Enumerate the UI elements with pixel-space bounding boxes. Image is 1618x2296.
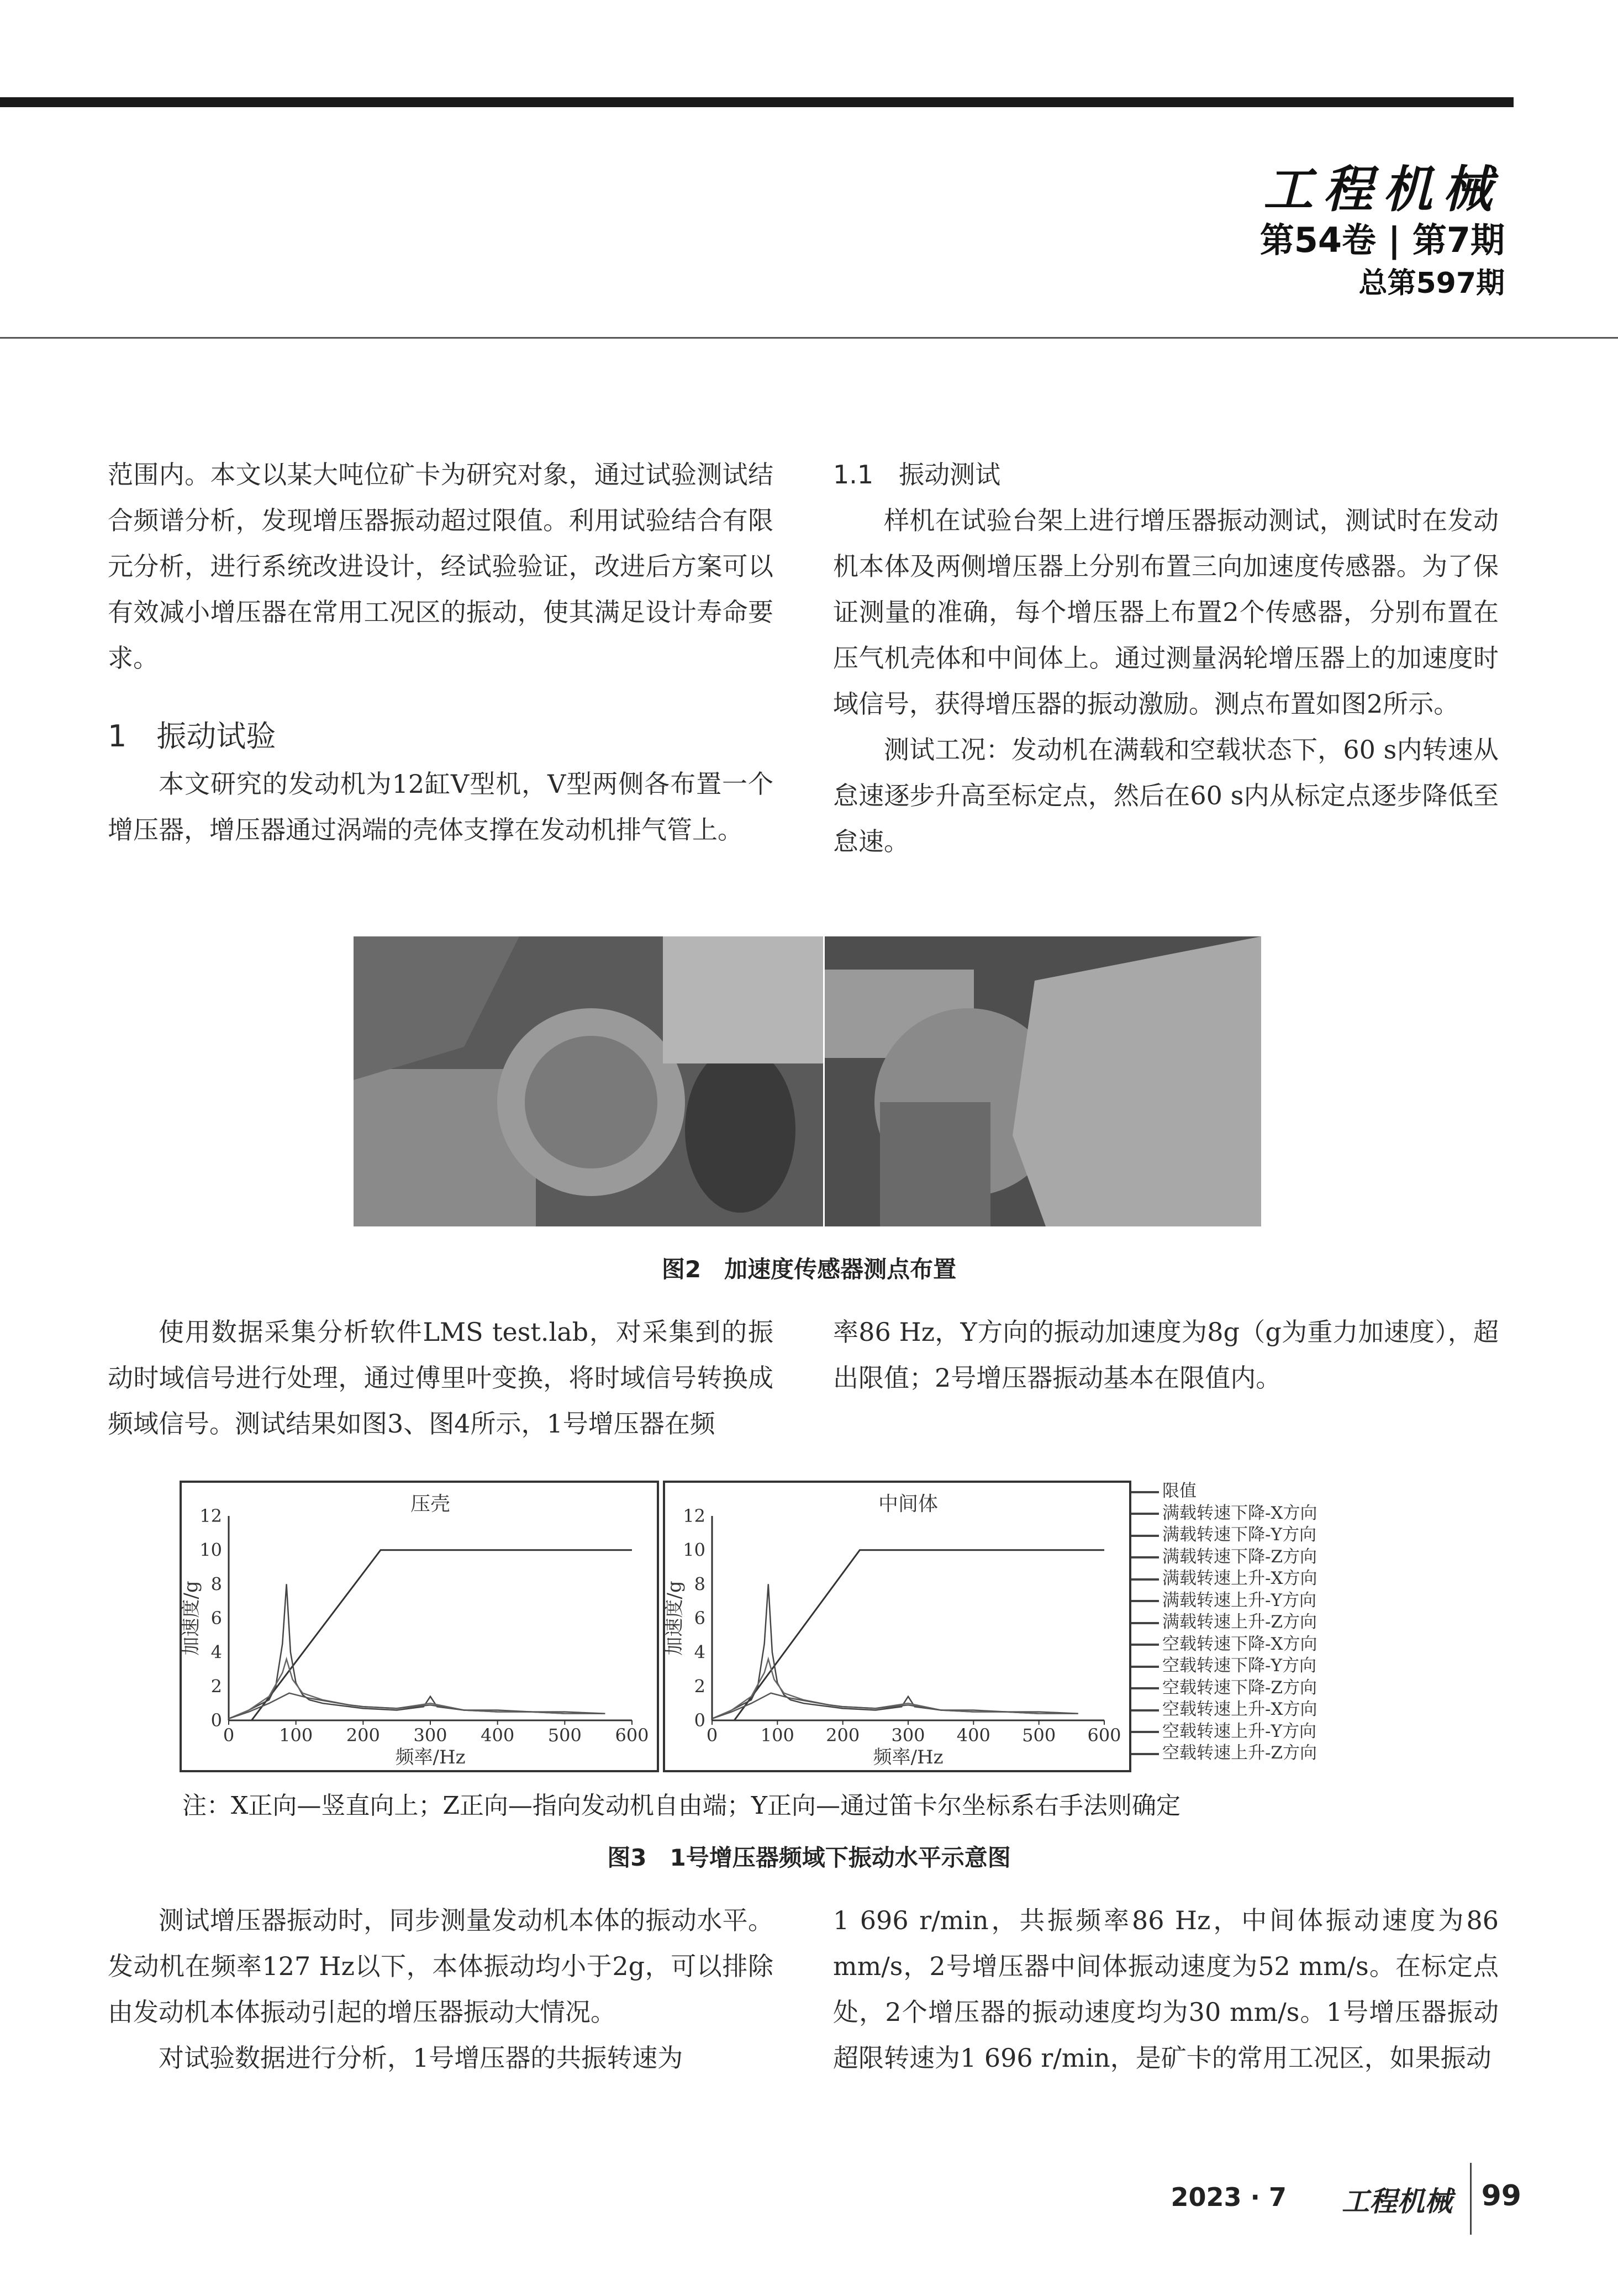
left-column-top: [108, 452, 773, 853]
series-line: [229, 1659, 605, 1719]
legend-label: 满载转速下降-X方向: [1162, 1503, 1317, 1523]
right-column-top: [833, 452, 1499, 865]
x-tick-label: 400: [956, 1725, 990, 1746]
paragraph-analysis: 对试验数据进行分析，1号增压器的共振转速为: [159, 2043, 683, 2073]
y-tick-label: 2: [210, 1676, 222, 1697]
legend-label: 满载转速上升-Y方向: [1162, 1590, 1316, 1610]
series-line: [712, 1659, 1078, 1719]
legend-item: [1131, 1721, 1317, 1743]
photo-housing-sensor: [825, 936, 1261, 1226]
series-line: [712, 1584, 1078, 1719]
paragraph-test: 样机在试验台架上进行增压器振动测试，测试时在发动机本体及两侧增压器上分别布置三向加速度传感器。为了保证测量的准确，每个增压器上布置2个传感器，分别布置在压气机壳体和中间体上。通过测量涡轮增压器上的加速度时域信号，获得增压器的振动激励。测点布置如图2所示。: [833, 505, 1499, 719]
legend-swatch: [1131, 1556, 1159, 1558]
legend-item: [1131, 1677, 1317, 1699]
legend-swatch: [1131, 1622, 1159, 1624]
footer-separator: [1470, 2163, 1472, 2235]
x-axis-label: 频率/Hz: [395, 1746, 466, 1768]
legend-swatch: [1131, 1644, 1159, 1646]
total-issue: 总第597期: [1358, 267, 1505, 300]
legend-label: 空载转速上升-Y方向: [1162, 1721, 1316, 1741]
paragraph-engine: 本文研究的发动机为12缸V型机，V型两侧各布置一个增压器，增压器通过涡端的壳体支撑在发动机排气管上。: [108, 769, 773, 845]
legend-item: [1131, 1481, 1317, 1503]
legend-item: [1131, 1546, 1317, 1568]
legend-label: 空载转速上升-Z方向: [1162, 1743, 1317, 1763]
legend-swatch: [1131, 1600, 1159, 1602]
paragraph-engine-vibration: 测试增压器振动时，同步测量发动机本体的振动水平。发动机在频率127 Hz以下，本体振动均小于2g，可以排除由发动机本体振动引起的增压器振动大情况。: [108, 1905, 773, 2027]
x-tick-label: 200: [346, 1725, 380, 1746]
y-axis-label: 加速度/g: [182, 1581, 202, 1656]
page-number: 99: [1481, 2179, 1521, 2213]
y-tick-label: 4: [210, 1641, 222, 1663]
section-title: 1 振动试验: [108, 719, 276, 754]
legend-swatch: [1131, 1578, 1159, 1581]
left-column-bottom: [108, 1898, 773, 2081]
y-tick-label: 10: [199, 1539, 222, 1561]
y-tick-label: 4: [694, 1641, 705, 1663]
legend-swatch: [1131, 1709, 1159, 1712]
legend-item: [1131, 1634, 1317, 1656]
chart-panel-compressor: [180, 1481, 659, 1772]
y-tick-label: 0: [694, 1710, 705, 1731]
legend-label: 满载转速上升-Z方向: [1162, 1612, 1317, 1632]
x-tick-label: 100: [760, 1725, 794, 1746]
x-tick-label: 500: [1022, 1725, 1056, 1746]
x-tick-label: 300: [891, 1725, 925, 1746]
legend-swatch: [1131, 1491, 1159, 1493]
x-tick-label: 500: [547, 1725, 582, 1746]
figure2-caption: 图2 加速度传感器测点布置: [661, 1256, 957, 1283]
y-axis-label: 加速度/g: [665, 1581, 686, 1656]
chart-legend: [1131, 1481, 1317, 1765]
paragraph-continued: 范围内。本文以某大吨位矿卡为研究对象，通过试验测试结合频谱分析，发现增压器振动超过限值。利用试验结合有限元分析，进行系统改进设计，经试验验证，改进后方案可以有效减小增压器在常用工况区的振动，使其满足设计寿命要求。: [108, 460, 773, 673]
series-line: [229, 1693, 605, 1719]
legend-label: 空载转速上升-X方向: [1162, 1699, 1317, 1719]
legend-item: [1131, 1590, 1317, 1612]
chart-title: 压壳: [410, 1493, 451, 1515]
y-tick-label: 6: [210, 1608, 222, 1629]
figure3-caption: 图3 1号增压器频域下振动水平示意图: [607, 1844, 1011, 1871]
chart-panel-housing: [663, 1481, 1131, 1772]
x-tick-label: 0: [223, 1725, 235, 1746]
chart-housing: [665, 1483, 1129, 1770]
y-tick-label: 2: [694, 1676, 705, 1697]
right-column-middle: [833, 1309, 1499, 1401]
x-tick-label: 0: [706, 1725, 718, 1746]
x-tick-label: 600: [1087, 1725, 1121, 1746]
legend-item: [1131, 1568, 1317, 1590]
right-column-bottom: [833, 1898, 1499, 2081]
volume-issue: 第54卷 | 第7期: [1259, 220, 1505, 260]
legend-item: [1131, 1699, 1317, 1721]
legend-item: [1131, 1742, 1317, 1765]
legend-label: 空载转速下降-Y方向: [1162, 1656, 1316, 1676]
x-tick-label: 400: [481, 1725, 515, 1746]
y-tick-label: 12: [199, 1505, 222, 1526]
legend-swatch: [1131, 1666, 1159, 1668]
y-tick-label: 10: [683, 1539, 705, 1561]
paragraph-result: 率86 Hz，Y方向的振动加速度为8g（g为重力加速度），超出限值；2号增压器振动基本在限值内。: [833, 1317, 1499, 1393]
x-tick-label: 600: [615, 1725, 649, 1746]
legend-label: 满载转速上升-X方向: [1162, 1568, 1317, 1588]
y-tick-label: 8: [210, 1573, 222, 1595]
legend-label: 满载转速下降-Z方向: [1162, 1546, 1317, 1567]
chart-title: 中间体: [878, 1493, 939, 1515]
legend-label: 满载转速下降-Y方向: [1162, 1525, 1316, 1545]
legend-item: [1131, 1503, 1317, 1525]
y-tick-label: 6: [694, 1608, 705, 1629]
paragraph-lms: 使用数据采集分析软件LMS test.lab，对采集到的振动时域信号进行处理，通过傅里叶变换，将时域信号转换成频域信号。测试结果如图3、图4所示，1号增压器在频: [108, 1317, 773, 1439]
footer-date: 2023 · 7: [1171, 2182, 1287, 2212]
paragraph-resonance: 1 696 r/min，共振频率86 Hz，中间体振动速度为86 mm/s，2号增压器中间体振动速度为52 mm/s。在标定点处，2个增压器的振动速度均为30 mm/s。1号增压器振动超限转速为1 696 r/min，是矿卡的常用工况区，如果振动: [833, 1905, 1499, 2073]
x-tick-label: 300: [413, 1725, 447, 1746]
x-tick-label: 100: [279, 1725, 313, 1746]
journal-logo: 工程机械: [1263, 160, 1502, 219]
y-tick-label: 0: [210, 1710, 222, 1731]
legend-item: [1131, 1655, 1317, 1677]
subsection-title: 1.1 振动测试: [833, 460, 1001, 489]
series-line: [712, 1693, 1078, 1719]
photo-compressor-sensor: [354, 936, 823, 1226]
legend-swatch: [1131, 1731, 1159, 1733]
header-rule: [0, 337, 1618, 339]
legend-swatch: [1131, 1513, 1159, 1515]
legend-item: [1131, 1524, 1317, 1546]
footer-journal: 工程机械: [1342, 2185, 1452, 2218]
header-top-rule: [0, 97, 1514, 107]
legend-item: [1131, 1612, 1317, 1634]
paragraph-condition: 测试工况：发动机在满载和空载状态下，60 s内转速从怠速逐步升高至标定点，然后在60 s内从标定点逐步降低至怠速。: [833, 735, 1499, 856]
legend-swatch: [1131, 1753, 1159, 1755]
left-column-middle: [108, 1309, 773, 1447]
legend-swatch: [1131, 1535, 1159, 1537]
series-line: [229, 1584, 605, 1719]
legend-label: 空载转速下降-X方向: [1162, 1634, 1317, 1654]
y-tick-label: 12: [683, 1505, 705, 1526]
figure3-note: 注：X正向—竖直向上；Z正向—指向发动机自由端；Y正向—通过笛卡尔坐标系右手法则确定: [182, 1792, 1180, 1820]
legend-swatch: [1131, 1687, 1159, 1689]
legend-label: 限值: [1162, 1481, 1197, 1501]
x-axis-label: 频率/Hz: [873, 1746, 944, 1768]
chart-compressor: [182, 1483, 657, 1770]
x-tick-label: 200: [826, 1725, 860, 1746]
legend-label: 空载转速下降-Z方向: [1162, 1677, 1317, 1698]
y-tick-label: 8: [694, 1573, 705, 1595]
